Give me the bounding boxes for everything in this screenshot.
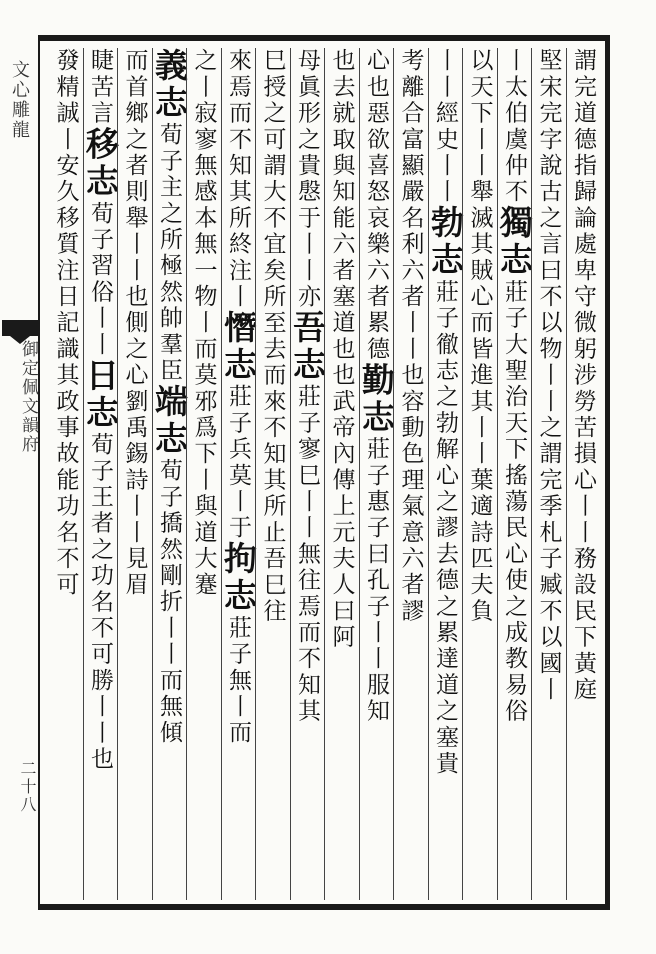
gutter-title: 文心雕龍 bbox=[9, 60, 30, 140]
entry-heading: 獨志 bbox=[495, 205, 534, 280]
entry-text: 考離合 bbox=[397, 48, 424, 127]
entry-text: 注日記識其政事故能功名不可 bbox=[52, 257, 79, 599]
text-column bbox=[83, 48, 118, 900]
text-column bbox=[531, 48, 566, 900]
entry-text: 側之心劉禹錫詩丨丨見眉 bbox=[121, 310, 148, 599]
entry-text: 丨安久移質 bbox=[52, 126, 79, 258]
text-column bbox=[359, 48, 394, 900]
margin-gutter bbox=[2, 40, 36, 910]
entry-text: 莊子徹志之勃解心之謬去德之累達道之塞貴 bbox=[432, 279, 458, 778]
entry-text: 而首鄉之者則舉丨丨也 bbox=[121, 48, 148, 310]
entry-heading: 義志 bbox=[150, 48, 189, 122]
entry-text: 也去就取與知能六者塞道也 bbox=[328, 48, 355, 363]
gutter-page-number: 二十八 bbox=[18, 760, 37, 814]
entry-text: 發精誠 bbox=[52, 48, 79, 127]
entry-text: 丨丨經史丨丨 bbox=[432, 48, 458, 206]
entry-text: 荀子王者之功名不可勝丨丨也 bbox=[87, 431, 113, 773]
entry-text: 莊子大聖治天下搖蕩民心使之成教易俗 bbox=[501, 279, 527, 725]
entry-text: 心也惡欲喜怒哀樂六者累德 bbox=[363, 48, 389, 363]
fish-tail-mark bbox=[2, 320, 38, 336]
entry-heading: 移志 bbox=[81, 126, 120, 201]
entry-text: 之丨寂寥無感本無一物 bbox=[190, 48, 217, 310]
text-column bbox=[428, 48, 463, 900]
text-column bbox=[393, 48, 428, 900]
text-column bbox=[290, 48, 325, 900]
entry-text: 謂完道德指歸論處卑守微躬涉勞苦損心丨丨務設民下黃庭 bbox=[570, 48, 596, 703]
entry-heading: 憯志 bbox=[219, 310, 258, 384]
text-column bbox=[186, 48, 221, 900]
entry-text: 莊子寥巳丨丨無往焉而不知其 bbox=[294, 384, 320, 725]
entry-text: 丨而莫邪爲下 bbox=[190, 310, 217, 468]
text-column bbox=[48, 48, 83, 900]
entry-text: 丨與道大蹇 bbox=[190, 467, 217, 599]
gutter-book-title: 御定佩文韻府 bbox=[18, 340, 38, 454]
entry-text: 來焉而不知其所終注丨 bbox=[225, 48, 251, 310]
text-column bbox=[255, 48, 290, 900]
entry-heading: 日志 bbox=[81, 357, 120, 432]
entry-text: 富顯嚴名利六者丨丨也容動色理氣意六者謬 bbox=[397, 126, 424, 625]
text-column bbox=[462, 48, 497, 900]
entry-heading: 端志 bbox=[150, 384, 189, 458]
text-column bbox=[221, 48, 256, 900]
entry-text: 舉滅其賊心而皆進其丨丨葉適詩匹夫負 bbox=[466, 179, 493, 625]
entry-text: 堅宋完字說古之言曰不以物丨丨之謂完季札子臧不以國丨 bbox=[535, 48, 562, 703]
entry-text: 莊子兵莫丨于 bbox=[225, 384, 251, 542]
text-columns bbox=[48, 48, 600, 900]
text-column bbox=[566, 48, 601, 900]
entry-text: 荀子撟然剛折丨丨而無傾 bbox=[156, 458, 182, 747]
entry-text: 以天下丨丨 bbox=[466, 48, 493, 179]
entry-text: 莊子惠子曰孔子丨丨服知 bbox=[363, 436, 389, 725]
entry-text: 丨太伯虞仲不 bbox=[501, 48, 527, 206]
entry-heading: 吾志 bbox=[288, 310, 327, 384]
text-column bbox=[497, 48, 532, 900]
entry-text: 母眞形之貴慇于丨丨亦 bbox=[294, 48, 320, 310]
entry-heading: 勃志 bbox=[426, 205, 465, 280]
entry-text: 也武帝內傳上元夫人曰阿 bbox=[328, 362, 355, 651]
text-column bbox=[152, 48, 187, 900]
entry-heading: 拘志 bbox=[219, 541, 258, 616]
entry-text: 荀子習俗丨丨 bbox=[87, 200, 113, 358]
entry-heading: 勤志 bbox=[357, 362, 396, 437]
entry-text: 莊子無丨而 bbox=[225, 615, 251, 747]
entry-text: 荀子主之所極然帥羣臣 bbox=[156, 122, 182, 384]
entry-text: 睫苦言 bbox=[87, 48, 113, 127]
text-column bbox=[324, 48, 359, 900]
entry-text: 巳授之可謂大不宜矣 bbox=[259, 48, 286, 284]
text-column bbox=[117, 48, 152, 900]
entry-text: 所至去而來不知其所止吾巳往 bbox=[259, 283, 286, 625]
